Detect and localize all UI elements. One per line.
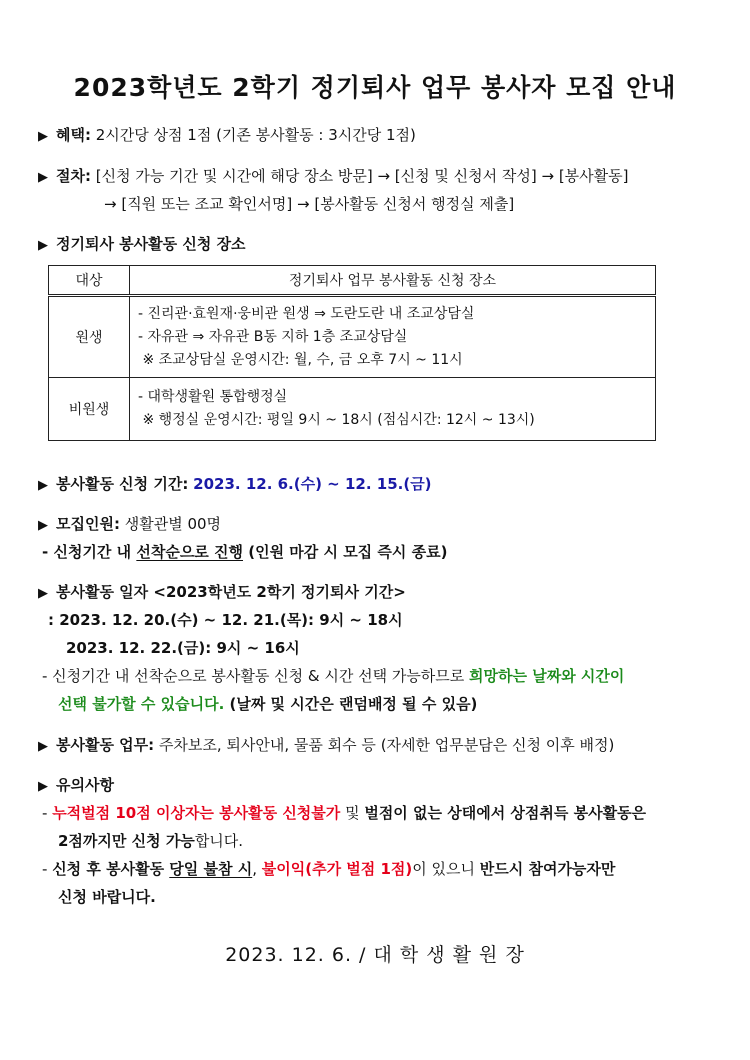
caution-comma: , [252, 860, 262, 878]
place-line: ※ 행정실 운영시간: 평일 9시 ~ 18시 (점심시간: 12시 ~ 13시) [138, 412, 535, 428]
recruit-value: 생활관별 00명 [119, 515, 222, 533]
duty-label: 봉사활동 업무: [56, 736, 155, 754]
caution-line-3: - 신청 후 봉사활동 당일 불참 시, 불이익(추가 벌점 1점)이 있으니 반드시 참여가능자만 [42, 860, 616, 878]
caution-bold-text: 신청 후 봉사활동 [52, 860, 170, 878]
caution-bold-text: 반드시 참여가능자만 [479, 860, 616, 878]
caution-mid-text: 및 [340, 804, 365, 822]
caution-heading-text: 유의사항 [56, 776, 114, 794]
bullet-arrow-icon: ▶ [38, 478, 48, 493]
place-line: - 진리관·효원재·웅비관 원생 ⇒ 도란도란 내 조교상담실 [138, 305, 475, 322]
caution-plain-text: 합니다. [194, 832, 244, 850]
caution-line-2 [58, 831, 243, 851]
activity-dates-heading-text: 봉사활동 일자 <2023학년도 2학기 정기퇴사 기간> [56, 583, 406, 601]
activity-note-green: 희망하는 날짜와 시간이 [469, 667, 625, 685]
procedure-line-2: → [직원 또는 조교 확인서명] → [봉사활동 신청서 행정실 제출] [104, 195, 515, 213]
activity-note-bold: (날짜 및 시간은 랜덤배정 될 수 있음) [224, 695, 478, 713]
activity-note-line-2 [58, 694, 477, 714]
table-cell-place [130, 378, 656, 441]
caution-underlined-text: 당일 불참 시 [169, 860, 253, 878]
page-title: 2023학년도 2학기 정기퇴사 업무 봉사자 모집 안내 [73, 73, 677, 102]
recruit-line [38, 514, 221, 536]
duty-value: 주차보조, 퇴사안내, 물품 회수 등 (자세한 업무분담은 신청 이후 배정) [154, 736, 615, 754]
first-come-underlined: 선착순으로 진행 [136, 543, 243, 561]
table-row [49, 296, 656, 378]
place-heading [38, 234, 246, 256]
procedure-text-1: [신청 가능 기간 및 시간에 해당 장소 방문] → [신청 및 신청서 작성] → [봉사활동] [90, 167, 629, 185]
bullet-arrow-icon: ▶ [38, 739, 48, 754]
bullet-arrow-icon: ▶ [38, 238, 48, 253]
first-come-suffix: (인원 마감 시 모집 즉시 종료) [243, 543, 448, 561]
table-cell-target: 원생 [49, 296, 130, 378]
caution-red-text: 불이익(추가 벌점 1점) [261, 860, 413, 878]
table-header-target: 대상 [49, 266, 130, 296]
procedure-line-1 [38, 166, 628, 188]
activity-note-plain: - 신청기간 내 선착순으로 봉사활동 신청 & 시간 선택 가능하므로 [42, 667, 470, 685]
bullet-arrow-icon: ▶ [38, 779, 48, 794]
activity-dates-line-2: 2023. 12. 22.(금): 9시 ~ 16시 [66, 639, 300, 657]
first-come-line [42, 542, 447, 562]
activity-note-green: 선택 불가할 수 있습니다. [58, 695, 225, 713]
procedure-label: 절차: [56, 167, 91, 185]
activity-dates-heading [38, 582, 406, 604]
table-cell-place [130, 296, 656, 378]
place-line: - 대학생활원 통합행정실 [138, 389, 288, 405]
table-row [49, 378, 656, 441]
caution-heading [38, 775, 114, 797]
bullet-arrow-icon: ▶ [38, 170, 48, 185]
caution-red-text: 누적벌점 10점 이상자는 봉사활동 신청불가 [52, 804, 341, 822]
first-come-prefix: - 신청기간 내 [42, 543, 137, 561]
bullet-arrow-icon: ▶ [38, 518, 48, 533]
bullet-arrow-icon: ▶ [38, 586, 48, 601]
benefit-line [38, 125, 416, 147]
apply-period-label: 봉사활동 신청 기간: [56, 475, 189, 493]
table-cell-target: 비원생 [49, 378, 130, 441]
footer-signature: 2023. 12. 6. / 대 학 생 활 원 장 [225, 944, 525, 966]
activity-note-line-1 [42, 666, 624, 686]
caution-line-4: 신청 바랍니다. [58, 888, 156, 906]
recruit-label: 모집인원: [56, 515, 120, 533]
place-line: ※ 조교상담실 운영시간: 월, 수, 금 오후 7시 ~ 11시 [138, 351, 463, 368]
place-heading-text: 정기퇴사 봉사활동 신청 장소 [56, 235, 246, 253]
table-header-place: 정기퇴사 업무 봉사활동 신청 장소 [130, 266, 656, 296]
bullet-arrow-icon: ▶ [38, 129, 48, 144]
apply-period-line [38, 474, 432, 496]
activity-dates-line-1: : 2023. 12. 20.(수) ~ 12. 21.(목): 9시 ~ 18시 [48, 611, 403, 629]
place-line: - 자유관 ⇒ 자유관 B동 지하 1층 조교상담실 [138, 328, 408, 345]
table-header-row [49, 266, 656, 296]
apply-period-value: 2023. 12. 6.(수) ~ 12. 15.(금) [193, 475, 432, 493]
caution-line-1: - 누적벌점 10점 이상자는 봉사활동 신청불가 및 벌점이 없는 상태에서 상점취득 봉사활동은 [42, 804, 647, 822]
caution-bold-text: 벌점이 없는 상태에서 상점취득 봉사활동은 [364, 804, 647, 822]
caution-plain-text: 이 있으니 [412, 860, 480, 878]
benefit-label: 혜택: [56, 126, 91, 144]
benefit-text: 2시간당 상점 1점 (기존 봉사활동 : 3시간당 1점) [90, 126, 416, 144]
place-table [48, 265, 656, 441]
duty-line [38, 735, 614, 757]
caution-bold-text: 2점까지만 신청 가능 [58, 832, 195, 850]
